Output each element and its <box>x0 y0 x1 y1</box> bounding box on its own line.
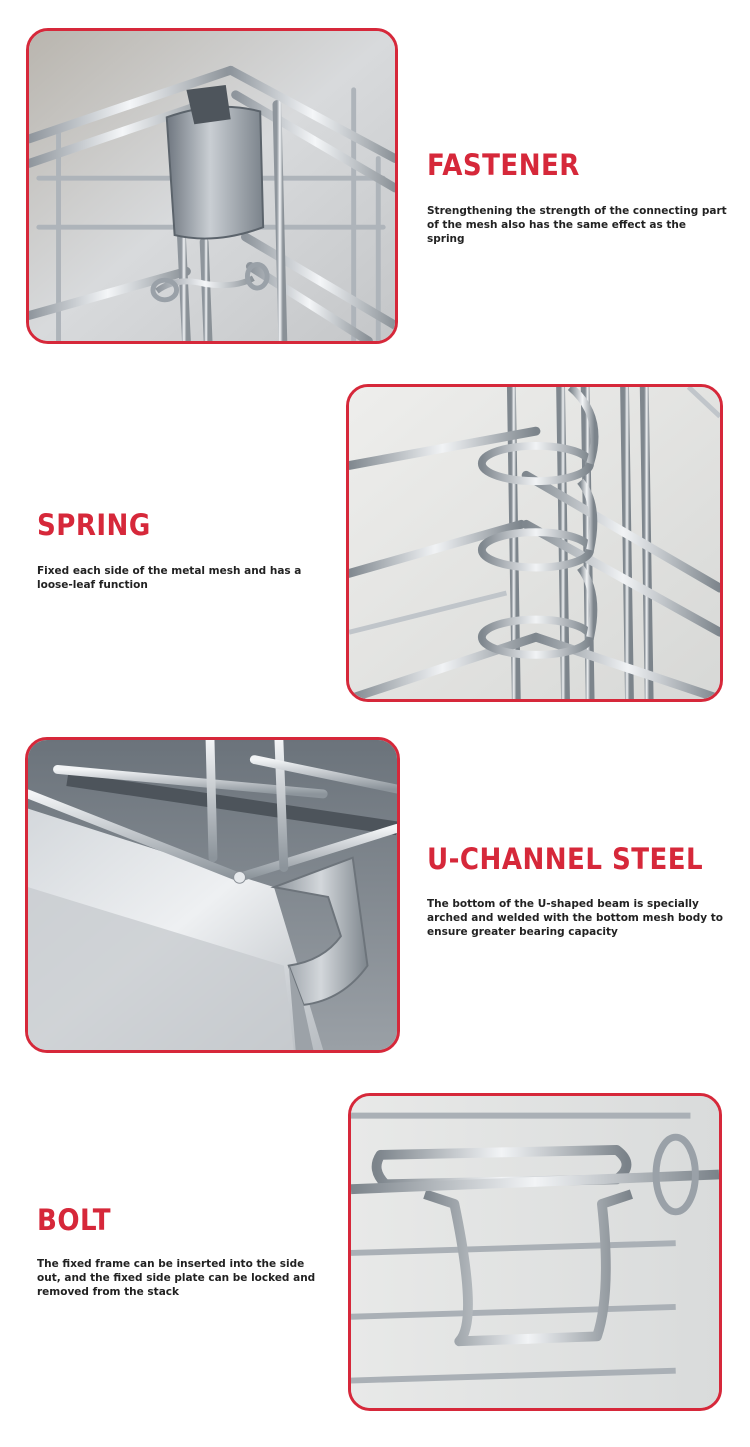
section-title-bolt: BOLT <box>37 1203 111 1237</box>
bolt-photo <box>348 1093 722 1411</box>
section-description-bolt: The fixed frame can be inserted into the side out, and the fixed side plate can be locked and removed from the stack <box>37 1258 316 1298</box>
spring-photo <box>346 384 723 702</box>
section-title-u-channel-steel: U-CHANNEL STEEL <box>427 842 704 876</box>
section-description-spring: Fixed each side of the metal mesh and has a loose-leaf function <box>37 565 302 591</box>
section-description-u-channel-steel: The bottom of the U-shaped beam is specially arched and welded with the bottom mesh body to ensure greater bearing capacity <box>427 898 723 938</box>
section-title-spring: SPRING <box>37 508 151 542</box>
u-channel-photo <box>25 737 400 1053</box>
section-description-fastener: Strengthening the strength of the connecting part of the mesh also has the same effect as the spring <box>427 205 727 245</box>
section-title-fastener: FASTENER <box>427 148 580 182</box>
fastener-photo <box>26 28 398 344</box>
